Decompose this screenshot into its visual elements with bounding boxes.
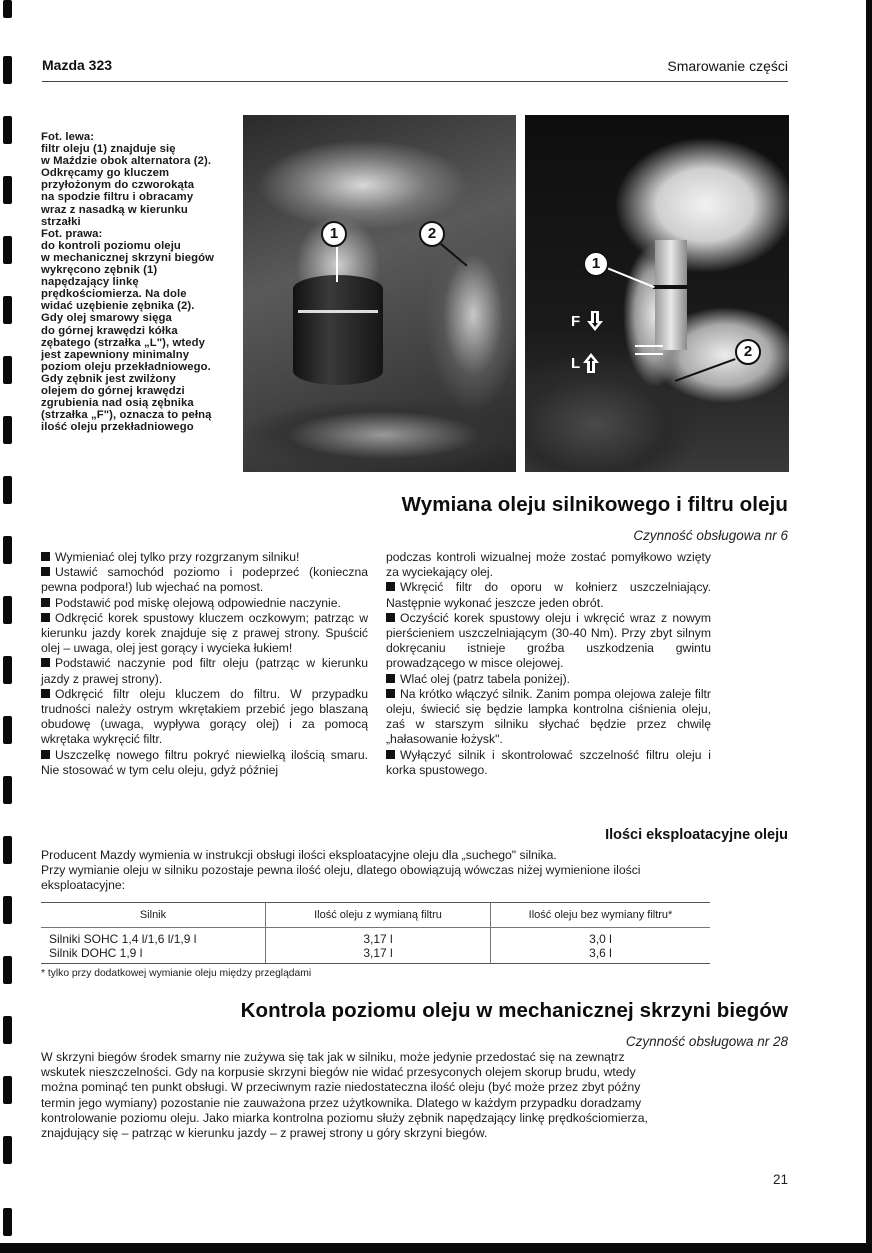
bullet-square-icon xyxy=(41,613,50,622)
instruction-text: Na krótko włączyć silnik. Zanim pompa olejowa zaleje filtr oleju, świecić się będzie lampka kontrolna ciśnienia oleju, zaś w starszym silniku słychać będzie przez chwilę „hałasowanie łożysk". xyxy=(386,686,711,747)
photo-caption xyxy=(41,131,256,433)
binding-hole xyxy=(3,356,12,384)
binding-hole xyxy=(3,596,12,624)
page-number: 21 xyxy=(772,1172,788,1187)
bullet-square-icon xyxy=(41,552,50,561)
caption-line: filtr oleju (1) znajduje się xyxy=(41,143,176,156)
instruction-text: Wyłączyć silnik i skontrolować szczelność filtru oleju i korka spustowego. xyxy=(386,747,711,777)
instruction-item xyxy=(41,611,368,657)
bullet-square-icon xyxy=(41,750,50,759)
column-header-engine: Silnik xyxy=(41,903,266,928)
caption-line: wykręcono zębnik (1) xyxy=(41,264,158,277)
gearbox-oil-paragraph xyxy=(41,1050,648,1141)
paragraph-line: W skrzyni biegów środek smarny nie zużywa się tak jak w silniku, może jedynie przedostać się na zewnątrz xyxy=(41,1050,625,1064)
bullet-square-icon xyxy=(386,613,395,622)
running-header-title: Mazda 323 xyxy=(42,57,113,73)
instruction-item xyxy=(41,596,368,611)
binding-hole xyxy=(3,656,12,684)
binding-hole xyxy=(3,0,12,18)
callout-2-icon: 2 xyxy=(735,339,761,365)
binding-hole xyxy=(3,1016,12,1044)
instruction-text: Podstawić pod miskę olejową odpowiednie naczynie. xyxy=(55,595,341,610)
instruction-item xyxy=(386,672,711,687)
running-header-section: Smarowanie części xyxy=(667,58,788,74)
table-row xyxy=(41,928,710,964)
caption-line: Fot. prawa: xyxy=(41,227,103,240)
caption-line: ilość oleju przekładniowego xyxy=(41,421,194,434)
arrow-label-l: L xyxy=(571,355,581,372)
instruction-item xyxy=(41,656,368,686)
binding-hole xyxy=(3,956,12,984)
instructions-left-column xyxy=(41,550,368,778)
instruction-text: Uszczelkę nowego filtru pokryć niewielką ilością smaru. Nie stosować w tym celu oleju, gdyż później xyxy=(41,747,368,777)
intro-line: Przy wymianie oleju w silniku pozostaje pewna ilość oleju, dlatego obowiązują wówczas niżej wymienione ilości xyxy=(41,863,641,878)
caption-line: strzałki xyxy=(41,215,81,228)
paragraph-line: można pominąć ten punkt obsługi. W przeciwnym razie niedostateczna ilość oleju (być może przez zbyt późny xyxy=(41,1080,641,1095)
column-header-without-filter: Ilość oleju bez wymiany filtru* xyxy=(491,903,711,928)
bullet-square-icon xyxy=(386,750,395,759)
caption-line: zgrubienia nad osią zębnika xyxy=(41,397,194,410)
binding-hole xyxy=(3,1076,12,1104)
binding-hole xyxy=(3,536,12,564)
caption-line: napędzający linkę xyxy=(41,276,139,289)
callout-1-icon: 1 xyxy=(583,251,609,277)
bullet-square-icon xyxy=(41,689,50,698)
scan-edge-right xyxy=(866,0,872,1253)
bullet-square-icon xyxy=(386,689,395,698)
bullet-square-icon xyxy=(41,567,50,576)
level-line-f xyxy=(635,345,663,347)
paragraph-line: termin jego wymiany) pozostanie nie zauważona przez użytkownika. Dlatego w każdym przypadku doradzamy xyxy=(41,1095,642,1110)
callout-leader-2 xyxy=(441,243,468,266)
binding-hole xyxy=(3,776,12,804)
arrow-label-f: F xyxy=(571,313,581,330)
caption-line: poziom oleju przekładniowego. xyxy=(41,360,211,373)
instruction-text: podczas kontroli wizualnej może zostać pomyłkowo wzięty za wyciekający olej. xyxy=(386,550,711,580)
instruction-text: Odkręcić korek spustowy kluczem oczkowym; patrząc w kierunku jazdy korek znajduje się z prawej strony. Spuścić olej – uwaga, olej jest gorący i wycieka łukiem! xyxy=(41,610,368,656)
capacity-value: 3,0 l xyxy=(589,932,612,946)
instruction-item xyxy=(386,611,711,672)
callout-2-icon: 2 xyxy=(419,221,445,247)
binding-hole xyxy=(3,1208,12,1236)
level-line-l xyxy=(635,353,663,355)
instruction-item xyxy=(41,565,368,595)
scan-edge-bottom xyxy=(0,1243,872,1253)
instruction-item xyxy=(41,748,368,778)
caption-line: na spodzie filtru i obracamy xyxy=(41,191,194,204)
instruction-item xyxy=(386,748,711,778)
binding-hole xyxy=(3,236,12,264)
callout-1-icon: 1 xyxy=(321,221,347,247)
binding-hole xyxy=(3,896,12,924)
binding-hole xyxy=(3,1136,12,1164)
instructions-right-column xyxy=(386,550,711,778)
instruction-text: Wlać olej (patrz tabela poniżej). xyxy=(400,671,571,686)
pinion-ring xyxy=(653,285,689,289)
bullet-square-icon xyxy=(386,582,395,591)
filter-label-stripe xyxy=(298,310,378,313)
intro-line: Producent Mazdy wymienia w instrukcji obsługi ilości eksploatacyjne oleju dla „suchego" silnika. xyxy=(41,848,557,862)
column-header-with-filter: Ilość oleju z wymianą filtru xyxy=(266,903,491,928)
caption-line: zębatego (strzałka „L"), wtedy xyxy=(41,336,206,349)
instruction-item xyxy=(386,550,711,580)
table-footnote: * tylko przy dodatkowej wymianie oleju między przeglądami xyxy=(41,968,312,979)
bullet-square-icon xyxy=(41,658,50,667)
bullet-square-icon xyxy=(386,674,395,683)
instruction-item xyxy=(41,687,368,748)
capacity-value: 3,17 l xyxy=(363,932,393,946)
caption-line: Odkręcamy go kluczem xyxy=(41,167,170,180)
binding-hole xyxy=(3,476,12,504)
binding-hole xyxy=(3,836,12,864)
engine-name: Silniki SOHC 1,4 l/1,6 l/1,9 l xyxy=(49,932,197,946)
binding-hole xyxy=(3,116,12,144)
binding-hole xyxy=(3,56,12,84)
callout-leader-1 xyxy=(336,247,338,282)
callout-leader-2 xyxy=(675,358,736,381)
instruction-text: Podstawić naczynie pod filtr oleju (patrząc w kierunku jazdy z prawej strony). xyxy=(41,656,368,686)
instruction-item xyxy=(386,580,711,610)
photo-oil-filter xyxy=(243,115,516,472)
instruction-text: Wkręcić filtr do oporu w kołnierz uszczelniający. Następnie wykonać jeszcze jeden obrót. xyxy=(386,580,711,610)
binding-hole xyxy=(3,716,12,744)
instruction-text: Odkręcić filtr oleju kluczem do filtru. W przypadku trudności należy ostrym wkrętakiem przebić jego blaszaną obudowę (uwaga, wypływa gorący olej) i za pomocą wkrętaka wykręcić filtr. xyxy=(41,686,368,747)
engine-name: Silnik DOHC 1,9 l xyxy=(49,946,143,960)
with-filter-cell xyxy=(266,928,491,964)
instruction-text: Oczyścić korek spustowy oleju i wkręcić wraz z nowym pierścieniem uszczelniającym (30-40 Nm). Przy zbyt silnym dokręcaniu istnieje groźba uszkodzenia gwintu prowadzącego w misce olejowej. xyxy=(386,610,711,671)
caption-line: w mechanicznej skrzyni biegów xyxy=(41,251,215,264)
instruction-item xyxy=(41,550,368,565)
table-header-row xyxy=(41,903,710,928)
subsection-title-oil-capacity: Ilości eksploatacyjne oleju xyxy=(605,827,788,843)
paragraph-line: wskutek nieszczelności. Gdy na korpusie skrzyni biegów nie widać przesyconych olejem skorup brudu, wtedy xyxy=(41,1065,636,1080)
instruction-item xyxy=(386,687,711,748)
instruction-text: Wymieniać olej tylko przy rozgrzanym silniku! xyxy=(55,550,300,564)
photo-speedometer-pinion xyxy=(525,115,789,472)
instruction-text: Ustawić samochód poziomo i podeprzeć (konieczna pewna podpora!) lub wjechać na pomost. xyxy=(41,565,368,595)
caption-line: (strzałka „F"), oznacza to pełną xyxy=(41,409,212,422)
caption-line: do kontroli poziomu oleju xyxy=(41,239,181,252)
section-title-oil-change: Wymiana oleju silnikowego i filtru oleju xyxy=(401,493,788,516)
caption-line: Fot. lewa: xyxy=(41,131,95,143)
binding-hole xyxy=(3,176,12,204)
service-operation-number: Czynność obsługowa nr 28 xyxy=(625,1034,788,1049)
capacity-value: 3,17 l xyxy=(363,946,393,960)
paragraph-line: znajdujący się – patrząc w kierunku jazdy – z prawej strony u góry skrzyni biegów. xyxy=(41,1126,488,1141)
caption-line: Gdy zębnik jest zwilżony xyxy=(41,372,176,385)
section-title-gearbox-oil: Kontrola poziomu oleju w mechanicznej skrzyni biegów xyxy=(240,999,788,1022)
binding-hole xyxy=(3,296,12,324)
without-filter-cell xyxy=(491,928,711,964)
caption-line: olejem do górnej krawędzi xyxy=(41,384,185,397)
caption-line: przyłożonym do czworokąta xyxy=(41,179,195,192)
caption-line: widać uzębienie zębnika (2). xyxy=(41,300,195,313)
service-operation-number: Czynność obsługowa nr 6 xyxy=(633,528,788,543)
bullet-square-icon xyxy=(41,598,50,607)
arrow-up-icon xyxy=(583,353,599,373)
caption-line: jest zapewniony minimalny xyxy=(41,348,190,361)
binding-hole xyxy=(3,416,12,444)
header-rule xyxy=(42,81,788,82)
caption-line: w Maździe obok alternatora (2). xyxy=(41,155,212,168)
caption-line: Gdy olej smarowy sięga xyxy=(41,312,172,325)
pinion-shaft-shape xyxy=(655,240,687,350)
oil-filter-shape xyxy=(293,275,383,385)
caption-line: prędkościomierza. Na dole xyxy=(41,288,187,301)
paragraph-line: kontrolowanie poziomu oleju. Jako miarka kontrolna poziomu służy zębnik napędzający linkę prędkościomierza, xyxy=(41,1110,648,1125)
capacity-value: 3,6 l xyxy=(589,946,612,960)
engine-cell xyxy=(41,928,266,964)
oil-capacity-table xyxy=(41,902,710,964)
caption-line: wraz z nasadką w kierunku xyxy=(41,203,188,216)
caption-line: do górnej krawędzi kółka xyxy=(41,324,178,337)
intro-line: eksploatacyjne: xyxy=(41,878,126,893)
oil-capacity-intro xyxy=(41,848,641,894)
arrow-down-icon xyxy=(587,311,603,331)
